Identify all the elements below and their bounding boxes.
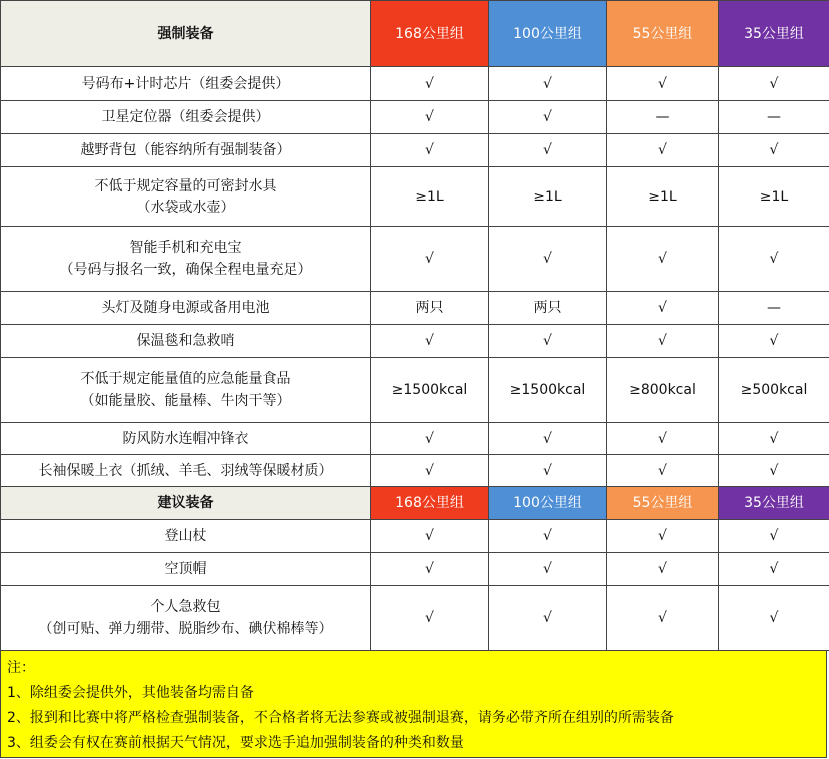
suggested-group-header: 168公里组 [371, 487, 489, 520]
required-check-mark: √ [489, 553, 607, 586]
required-check-mark: √ [607, 586, 719, 651]
equipment-item-cell [1, 101, 371, 134]
mandatory-group-header: 35公里组 [719, 1, 829, 67]
required-check-mark: √ [371, 553, 489, 586]
requirement-value: 两只 [371, 292, 489, 325]
required-check-mark: √ [371, 586, 489, 651]
required-check-mark: √ [489, 101, 607, 134]
required-check-mark: √ [371, 325, 489, 358]
notes-box [0, 650, 827, 758]
table-row [1, 227, 829, 292]
required-check-mark: √ [371, 227, 489, 292]
equipment-item-label: （创可贴、弹力绷带、脱脂纱布、碘伏棉棒等） [38, 621, 333, 637]
requirement-value: — [607, 101, 719, 134]
required-check-mark: √ [607, 227, 719, 292]
required-check-mark: √ [371, 455, 489, 487]
equipment-item-cell [1, 455, 371, 487]
requirement-value: ≥1L [607, 167, 719, 227]
required-check-mark: √ [719, 553, 829, 586]
required-check-mark: √ [607, 553, 719, 586]
mandatory-section-title: 强制装备 [1, 1, 371, 67]
equipment-item-label: 智能手机和充电宝 [129, 240, 242, 256]
equipment-item-label: 长袖保暖上衣（抓绒、羊毛、羽绒等保暖材质） [38, 462, 333, 479]
requirement-value: — [719, 101, 829, 134]
suggested-group-header: 35公里组 [719, 487, 829, 520]
requirement-value: 两只 [489, 292, 607, 325]
equipment-item-cell [1, 553, 371, 586]
equipment-item-cell [1, 67, 371, 101]
equipment-item-cell [1, 586, 371, 651]
mandatory-group-header: 168公里组 [371, 1, 489, 67]
required-check-mark: √ [371, 423, 489, 455]
required-check-mark: √ [607, 455, 719, 487]
equipment-item-label: 防风防水连帽冲锋衣 [122, 430, 249, 447]
required-check-mark: √ [719, 586, 829, 651]
required-check-mark: √ [489, 67, 607, 101]
table-row [1, 455, 829, 487]
table-row [1, 325, 829, 358]
requirement-value: ≥800kcal [607, 358, 719, 423]
equipment-item-cell [1, 167, 371, 227]
required-check-mark: √ [607, 520, 719, 553]
suggested-section-title: 建议装备 [1, 487, 371, 520]
equipment-item-cell [1, 325, 371, 358]
equipment-item-cell [1, 358, 371, 423]
equipment-item-cell [1, 520, 371, 553]
required-check-mark: √ [607, 423, 719, 455]
required-check-mark: √ [489, 520, 607, 553]
equipment-item-cell [1, 292, 371, 325]
equipment-item-cell [1, 423, 371, 455]
table-row [1, 423, 829, 455]
equipment-item-label: 号码布+计时芯片（组委会提供） [81, 75, 290, 92]
required-check-mark: √ [489, 423, 607, 455]
equipment-item-label: 越野背包（能容纳所有强制装备） [80, 142, 291, 158]
requirement-value: ≥1L [489, 167, 607, 227]
required-check-mark: √ [719, 423, 829, 455]
equipment-table-body [1, 1, 829, 651]
table-row [1, 520, 829, 553]
required-check-mark: √ [489, 586, 607, 651]
equipment-item-label: 不低于规定能量值的应急能量食品 [80, 371, 291, 387]
required-check-mark: √ [719, 67, 829, 101]
equipment-item-label: （号码与报名一致，确保全程电量充足） [59, 262, 312, 278]
table-row [1, 586, 829, 651]
required-check-mark: √ [607, 134, 719, 167]
equipment-item-cell [1, 134, 371, 167]
notes-line-2: 2、报到和比赛中将严格检查强制装备，不合格者将无法参赛或被强制退赛，请务必带齐所在组别的所需装备 [7, 710, 674, 726]
required-check-mark: √ [489, 227, 607, 292]
requirement-value: ≥1500kcal [489, 358, 607, 423]
required-check-mark: √ [371, 67, 489, 101]
required-check-mark: √ [607, 67, 719, 101]
required-check-mark: √ [607, 325, 719, 358]
mandatory-group-header: 100公里组 [489, 1, 607, 67]
equipment-item-label: 登山杖 [164, 528, 207, 544]
suggested-header-row [1, 487, 829, 520]
requirement-value: ≥1L [371, 167, 489, 227]
equipment-item-label: 保温毯和急救哨 [136, 333, 235, 349]
notes-title: 注： [7, 660, 35, 676]
required-check-mark: √ [607, 292, 719, 325]
required-check-mark: √ [719, 520, 829, 553]
table-row [1, 134, 829, 167]
table-row [1, 553, 829, 586]
notes-line-1: 1、除组委会提供外，其他装备均需自备 [7, 685, 254, 701]
required-check-mark: √ [719, 455, 829, 487]
table-row [1, 292, 829, 325]
required-check-mark: √ [489, 455, 607, 487]
suggested-group-header: 100公里组 [489, 487, 607, 520]
equipment-item-label: 不低于规定容量的可密封水具 [94, 177, 277, 194]
requirement-value: ≥1L [719, 167, 829, 227]
requirement-value: ≥1500kcal [371, 358, 489, 423]
requirement-value: ≥500kcal [719, 358, 829, 423]
table-row [1, 167, 829, 227]
required-check-mark: √ [719, 134, 829, 167]
required-check-mark: √ [719, 227, 829, 292]
required-check-mark: √ [719, 325, 829, 358]
equipment-item-label: 头灯及随身电源或备用电池 [101, 300, 270, 316]
required-check-mark: √ [371, 520, 489, 553]
required-check-mark: √ [371, 134, 489, 167]
table-row [1, 67, 829, 101]
requirement-value: — [719, 292, 829, 325]
equipment-item-label: 卫星定位器（组委会提供） [101, 109, 270, 125]
equipment-item-cell [1, 227, 371, 292]
required-check-mark: √ [489, 134, 607, 167]
equipment-item-label: 空顶帽 [164, 561, 207, 577]
required-check-mark: √ [489, 325, 607, 358]
mandatory-group-header: 55公里组 [607, 1, 719, 67]
equipment-item-label: 个人急救包 [150, 599, 221, 615]
table-row [1, 358, 829, 423]
required-check-mark: √ [371, 101, 489, 134]
mandatory-header-row [1, 1, 829, 67]
notes-line-3: 3、组委会有权在赛前根据天气情况，要求选手追加强制装备的种类和数量 [7, 735, 464, 751]
suggested-group-header: 55公里组 [607, 487, 719, 520]
equipment-item-label: （水袋或水壶） [136, 199, 235, 216]
table-row [1, 101, 829, 134]
equipment-item-label: （如能量胶、能量棒、牛肉干等） [80, 393, 291, 409]
